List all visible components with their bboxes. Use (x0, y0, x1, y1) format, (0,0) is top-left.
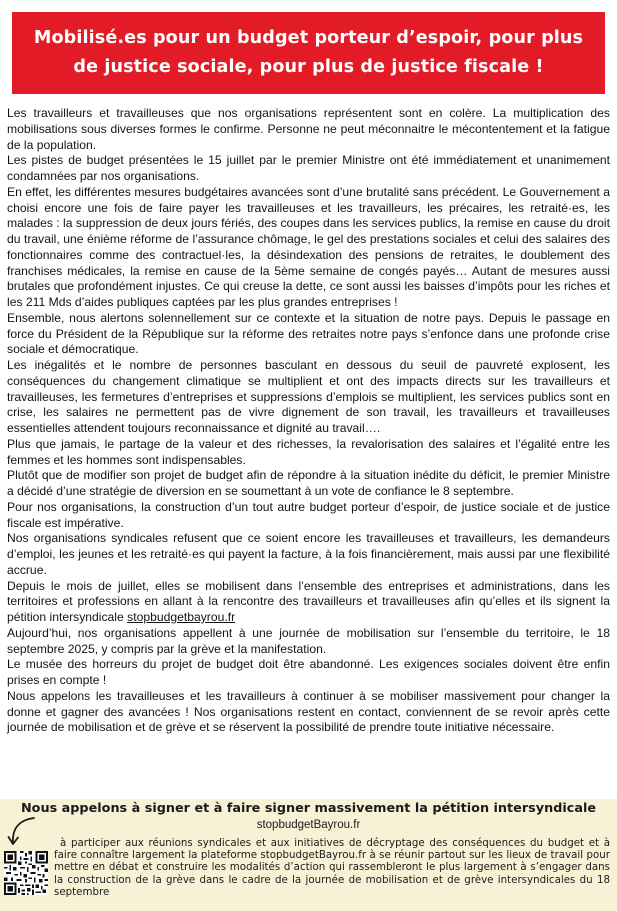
paragraph-pistes-budget: Les pistes de budget présentées le 15 juillet par le premier Ministre ont été immédiatement et unanimement condamnées par nos organisations. (7, 153, 610, 183)
petition-link[interactable]: stopbudgetbayrou.fr (127, 610, 236, 624)
paragraph-inegalites: Les inégalités et le nombre de personnes basculant en dessous du seuil de pauvreté explosent, les conséquences du changement climatique se multiplient et ont des impacts directs sur les travailleurs et travailleuses, les fermetures d’entreprises et suppressions d’emplois se multiplient, les services publics sont en crise, les salaires ne permettent pas de vivre dignement de son travail, les travailleurs et travailleuses essentielles attendent toujours reconnaissance et dignité au travail…. (7, 358, 610, 435)
curved-arrow-icon (6, 815, 42, 851)
footer-instructions: à participer aux réunions syndicales et aux initiatives de décryptage des conséquences du budget et à faire connaître largement la plateforme stopbudgetBayrou.fr à se réunir partout sur les lieux de travail pour mettre en débat et construire les modalités d’action qui rassembleront le plus largement à s’engager dans la construction de la grève dans le cadre de la journée de mobilisation et de grève intersyndicales du 18 septembre (54, 837, 610, 898)
footer-panel (0, 799, 617, 911)
page-title: Mobilisé.es pour un budget porteur d’espoir, pour plus de justice sociale, pour plus de justice fiscale ! (33, 28, 584, 77)
paragraph-refus: Nos organisations syndicales refusent que ce soient encore les travailleuses et travailleurs, les demandeurs d’emploi, les jeunes et les retraité·es qui payent la facture, à la fois financièrement, mais aussi par une flexibilité accrue. (7, 531, 610, 577)
paragraph-diversion: Plutôt que de modifier son projet de budget afin de répondre à la situation inédite du déficit, le premier Ministre a décidé d’une stratégie de diversion en se soumettant à un vote de confiance le 8 septembre. (7, 468, 610, 498)
paragraph-colere: Les travailleurs et travailleuses que nos organisations représentent sont en colère. La multiplication des mobilisations sous diverses formes le confirme. Personne ne peut méconnaitre le mécontentement et la fatigue de la population. (7, 106, 610, 152)
body-text (7, 106, 610, 736)
call-to-action: Nous appelons à signer et à faire signer massivement la pétition intersyndicale (20, 801, 597, 816)
paragraph-journee: Aujourd’hui, nos organisations appellent à une journée de mobilisation sur l’ensemble du territoire, le 18 septembre 2025, y compris par la grève et la manifestation. (7, 625, 610, 656)
title-banner (12, 12, 605, 94)
paragraph-petition (7, 579, 610, 626)
paragraph-mesures: En effet, les différentes mesures budgétaires avancées sont d’une brutalité sans précédent. Le Gouvernement a choisi encore une fois de faire payer les travailleuses et les travailleurs, les précaires, les retraité·es, les malades : la suppression de deux jours fériés, des coupes dans les services publics, la remise en cause du droit du travail, une énième réforme de l’assurance chômage, le gel des prestations sociales et celui des salaires des fonctionnaires comme des contractuel·les, la désindexation des pensions de retraites, le doublement des franchises médicales, la remise en cause de la 5ème semaine de congés payés… Autant de mesures aussi brutales que profondément injustes. Ce qui creuse la dette, ce sont aussi les baisses d’impôts pour les riches et les 211 Mds d’aides publiques captées par les plus grandes entreprises ! (7, 184, 610, 309)
paragraph-partage: Plus que jamais, le partage de la valeur et des richesses, la revalorisation des salaires et l’égalité entre les femmes et les hommes sont indispensables. (7, 436, 610, 467)
qr-code-icon (4, 851, 48, 895)
site-url[interactable]: stopbudgetBayrou.fr (256, 819, 361, 831)
paragraph-construction: Pour nos organisations, la construction d’un tout autre budget porteur d’espoir, de justice sociale et de justice fiscale est impérative. (7, 499, 610, 530)
paragraph-alerte: Ensemble, nous alertons solennellement sur ce contexte et la situation de notre pays. Depuis le passage en force du Président de la République sur la réforme des retraites notre pays s’enfonce dans une profonde crise sociale et démocratique. (7, 310, 610, 357)
paragraph-appel: Nous appelons les travailleuses et les travailleurs à continuer à se mobiliser massivement pour changer la donne et gagner des avancées ! Nos organisations restent en contact, conviennent de se revoir après cette journée de mobilisation et de grève et se réservent la possibilité de prendre toute initiative nécessaire. (7, 688, 610, 735)
paragraph-musee: Le musée des horreurs du projet de budget doit être abandonné. Les exigences sociales doivent être enfin prises en compte ! (7, 657, 610, 687)
paragraph-petition-text: Depuis le mois de juillet, elles se mobilisent dans l’ensemble des entreprises et administrations, dans les territoires et professions en allant à la rencontre des travailleurs et travailleuses afin qu’elles et ils signent la pétition intersyndicale (7, 578, 610, 624)
